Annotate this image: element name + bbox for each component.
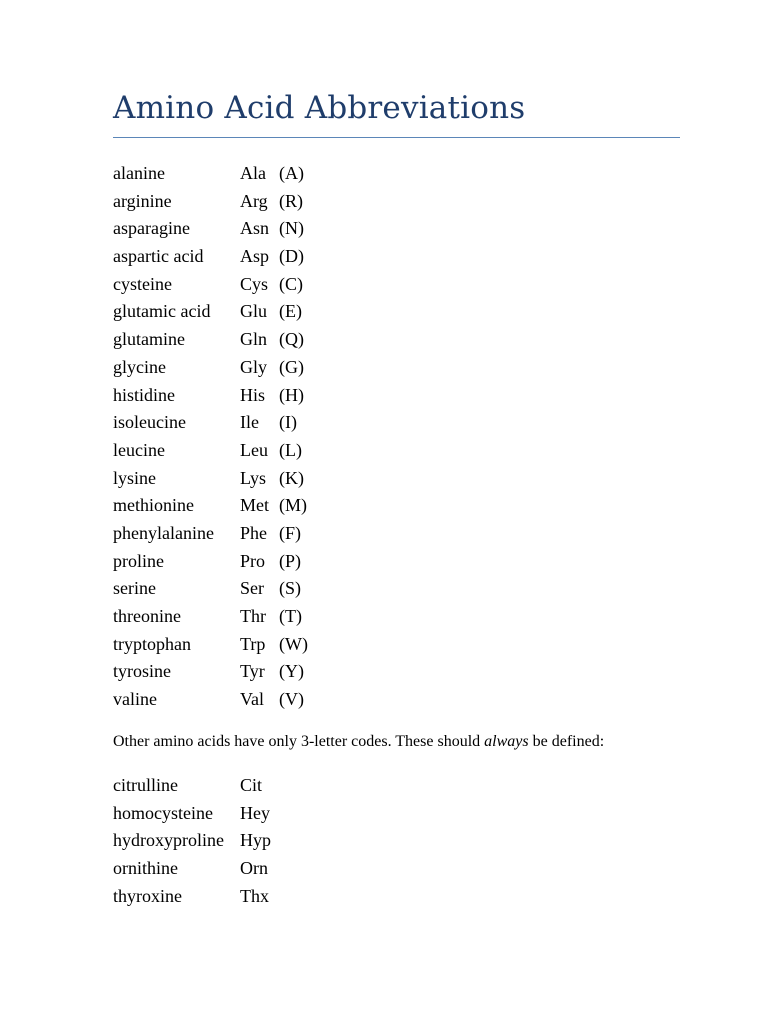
one-letter-code: (Y) [279,661,304,682]
amino-acid-name: ornithine [113,858,178,879]
three-letter-code: Asn [240,218,270,239]
amino-acid-name: glutamic acid [113,301,211,322]
amino-acid-name: glutamine [113,329,185,350]
three-letter-code: Lys [240,467,267,488]
one-letter-code: (D) [279,246,304,267]
note-paragraph [113,730,604,754]
one-letter-code: (E) [279,301,302,322]
amino-acid-name: arginine [113,190,172,211]
amino-acid-name: histidine [113,384,175,405]
title-underline [113,137,680,138]
three-letter-code: Cys [240,273,269,294]
three-letter-code: Thr [240,606,266,626]
one-letter-code: (V) [279,689,304,710]
three-letter-code: Gln [240,329,267,350]
amino-acid-name: leucine [113,439,165,460]
amino-acid-name: homocysteine [113,802,213,823]
three-letter-code: Ser [240,578,264,599]
one-letter-code: (A) [279,163,304,183]
three-letter-code: Tyr [240,661,265,682]
one-letter-code: (K) [279,467,304,488]
three-letter-code: Orn [240,858,268,879]
three-letter-code: Phe [240,522,267,543]
amino-acid-name: tyrosine [113,661,171,682]
one-letter-code: (L) [279,439,302,460]
note-text-end: be defined: [528,733,605,750]
amino-acid-name: valine [113,689,157,710]
three-letter-code: Hyp [240,830,271,851]
amino-acid-name: aspartic acid [113,246,204,267]
three-letter-code: Hey [240,802,270,823]
one-letter-code: (P) [279,550,301,571]
amino-acid-name: phenylalanine [113,522,214,543]
three-letter-code: Leu [240,439,268,460]
three-letter-code: Gly [240,356,267,377]
amino-acid-name: asparagine [113,218,190,239]
three-letter-code: Cit [240,775,263,795]
one-letter-code: (I) [279,412,297,433]
three-letter-code: Glu [240,301,267,322]
three-letter-code: Thx [240,885,269,906]
note-text: Other amino acids have only 3-letter codes. These should [113,733,485,750]
page-title: Amino Acid Abbreviations [113,90,526,126]
amino-acid-name: proline [113,550,164,571]
three-letter-code: Pro [240,550,266,571]
amino-acid-name: cysteine [113,273,172,294]
amino-acid-name: hydroxyproline [113,830,224,851]
amino-acid-name: thyroxine [113,885,182,906]
one-letter-code: (G) [279,356,304,377]
one-letter-code: (R) [279,190,303,211]
three-letter-code: Ala [240,163,266,183]
three-letter-code: Ile [240,412,259,433]
three-letter-code: His [240,384,266,405]
three-letter-code: Met [240,495,269,516]
three-letter-code: Trp [240,633,266,654]
three-letter-code: Val [240,689,264,710]
one-letter-code: (Q) [279,329,304,350]
amino-acid-name: lysine [113,467,156,488]
one-letter-code: (C) [279,273,303,294]
one-letter-code: (H) [279,384,304,405]
one-letter-code: (F) [279,522,301,543]
three-letter-code: Asp [240,246,270,267]
one-letter-code: (M) [279,495,307,516]
amino-acid-name: threonine [113,606,181,626]
one-letter-code: (S) [279,578,301,599]
amino-acid-name: glycine [113,356,166,377]
amino-acid-name: tryptophan [113,633,191,654]
amino-acid-name: methionine [113,495,194,516]
note-emphasis: always [484,733,529,750]
amino-acid-name: serine [113,578,156,599]
amino-acid-name: alanine [113,163,165,183]
amino-acid-name: isoleucine [113,412,186,433]
one-letter-code: (W) [279,633,308,654]
one-letter-code: (T) [279,606,302,626]
amino-acid-name: citrulline [113,775,178,795]
one-letter-code: (N) [279,218,304,239]
three-letter-code: Arg [240,190,268,211]
